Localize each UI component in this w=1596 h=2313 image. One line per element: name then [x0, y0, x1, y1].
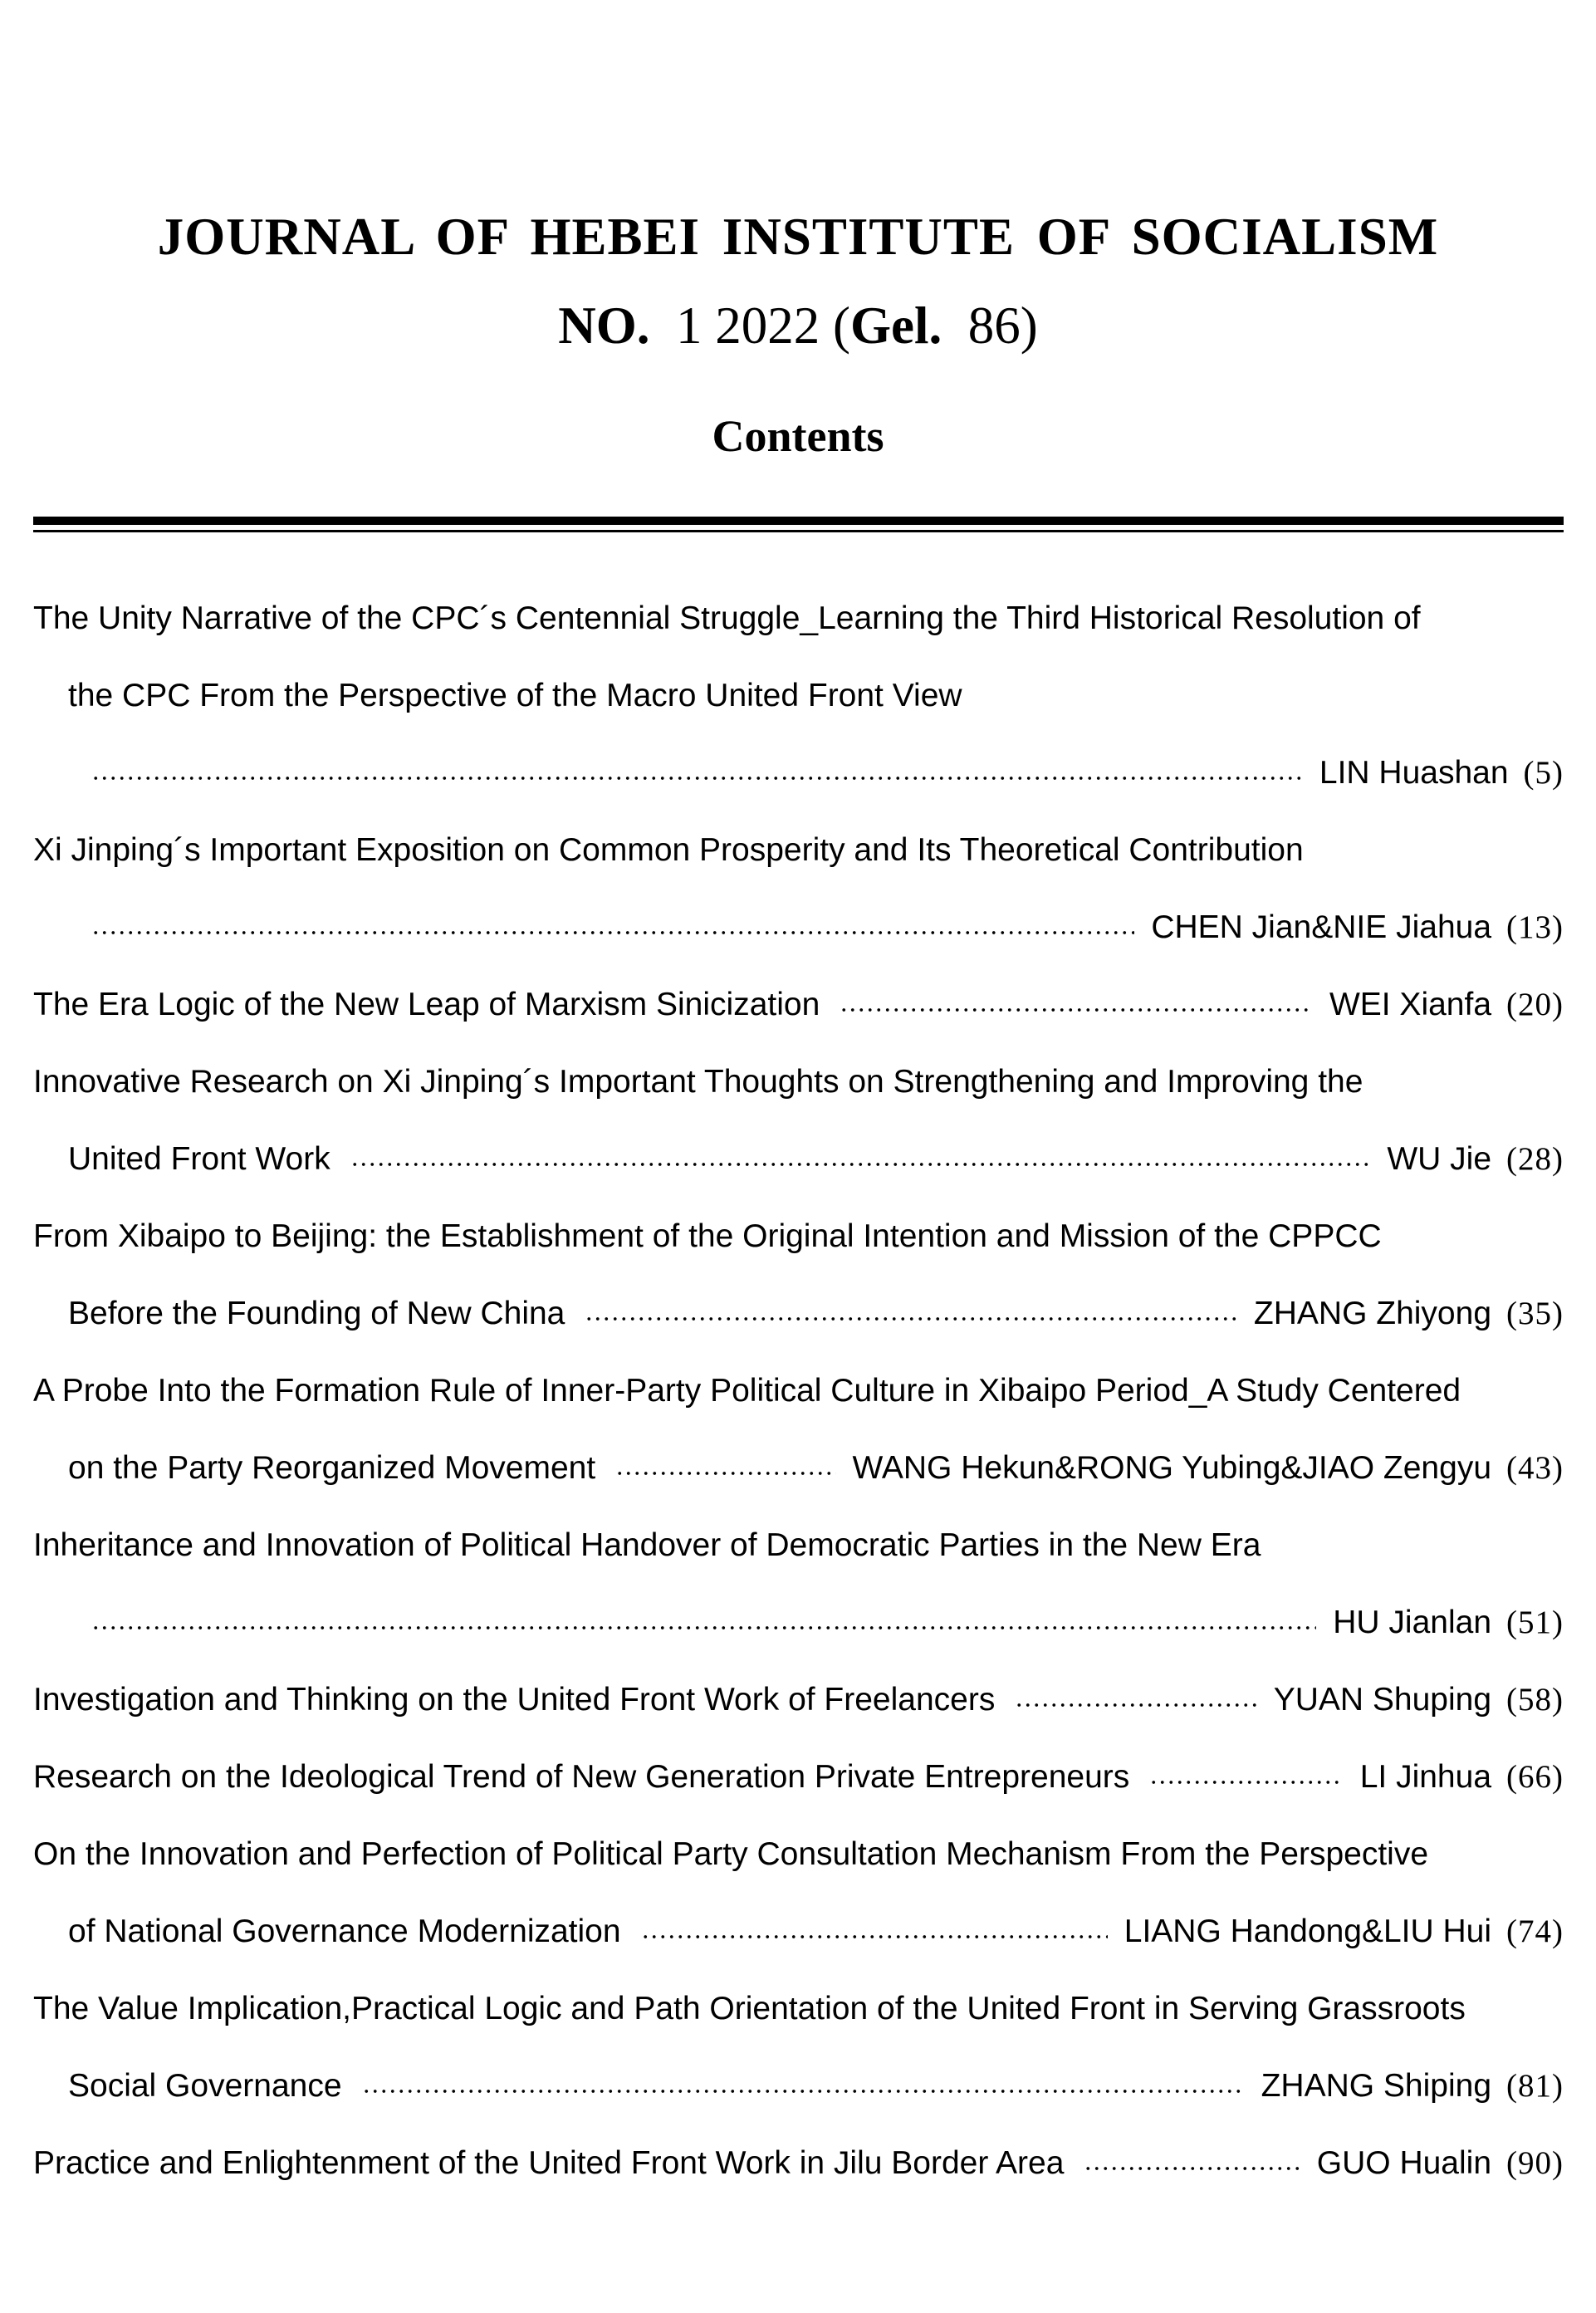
article-title-line: From Xibaipo to Beijing: the Establishment of the Original Intention and Mission of the CPPCC	[33, 1218, 1382, 1254]
dot-leader	[840, 1002, 1313, 1018]
toc-entry-line	[33, 1352, 1564, 1429]
issue-gel-number: 86	[967, 296, 1021, 355]
dot-leader	[1084, 2160, 1300, 2177]
article-author: GUO Hualin	[1316, 2144, 1492, 2181]
toc-entry	[33, 1043, 1564, 1198]
article-title-line: on the Party Reorganized Movement	[68, 1449, 596, 1486]
toc-leader-line	[33, 734, 1564, 811]
toc-entry	[33, 966, 1564, 1043]
toc-entry	[33, 1352, 1564, 1507]
toc-entry	[33, 580, 1564, 811]
article-title-line: The Unity Narrative of the CPC´s Centennial Struggle_Learning the Third Historical Resolution of	[33, 600, 1421, 636]
dot-leader	[91, 924, 1134, 941]
toc-entry	[33, 1661, 1564, 1738]
article-author: LIN Huashan	[1319, 754, 1509, 791]
dot-leader	[350, 1156, 1371, 1173]
toc-entry-line	[33, 1043, 1564, 1120]
article-title-line: Practice and Enlightenment of the United Front Work in Jilu Border Area	[33, 2144, 1065, 2181]
dot-leader	[615, 1465, 835, 1482]
article-title-line: United Front Work	[68, 1140, 330, 1177]
article-author: ZHANG Zhiyong	[1253, 1295, 1492, 1331]
toc-entry	[33, 811, 1564, 966]
article-page-number: (90)	[1506, 2145, 1564, 2181]
toc-entry-line	[33, 1661, 1564, 1738]
article-title-line: On the Innovation and Perfection of Political Party Consultation Mechanism From the Perspective	[33, 1835, 1429, 1872]
dot-leader	[1149, 1774, 1343, 1791]
toc-entry-line	[33, 1816, 1564, 1893]
header-rule-thick	[33, 517, 1564, 525]
toc-entry-line	[33, 1120, 1564, 1198]
dot-leader	[362, 2083, 1245, 2100]
journal-title: JOURNAL OF HEBEI INSTITUTE OF SOCIALISM	[157, 208, 1439, 266]
toc-entry-line	[33, 1275, 1564, 1352]
toc-entry-line	[33, 1893, 1564, 1970]
toc-entry	[33, 1738, 1564, 1816]
article-page-number: (20)	[1506, 987, 1564, 1022]
toc-entry-line	[33, 1738, 1564, 1816]
article-title-line: Before the Founding of New China	[68, 1295, 565, 1331]
article-title-line: The Value Implication,Practical Logic and Path Orientation of the United Front in Serving Grassroots	[33, 1990, 1466, 2026]
article-page-number: (35)	[1506, 1296, 1564, 1331]
article-author: HU Jianlan	[1333, 1604, 1492, 1640]
article-page-number: (81)	[1506, 2068, 1564, 2104]
toc-entry-line	[33, 580, 1564, 657]
article-author: LI Jinhua	[1359, 1758, 1492, 1795]
toc-entry-line	[33, 1507, 1564, 1584]
article-author: ZHANG Shiping	[1261, 2067, 1492, 2104]
article-page-number: (66)	[1506, 1759, 1564, 1795]
toc-entry	[33, 1507, 1564, 1661]
toc-entry-line	[33, 2047, 1564, 2124]
article-page-number: (28)	[1506, 1141, 1564, 1177]
issue-number: 1	[676, 296, 703, 355]
article-title-line: the CPC From the Perspective of the Macro United Front View	[68, 677, 962, 713]
toc-entry-line	[33, 966, 1564, 1043]
toc-entry	[33, 2124, 1564, 2202]
article-author: YUAN Shuping	[1273, 1681, 1492, 1718]
article-page-number: (13)	[1506, 909, 1564, 945]
article-title-line: The Era Logic of the New Leap of Marxism Sinicization	[33, 986, 820, 1022]
dot-leader	[91, 1620, 1316, 1636]
toc-leader-line	[33, 1584, 1564, 1661]
article-title-line: Innovative Research on Xi Jinping´s Important Thoughts on Strengthening and Improving the	[33, 1063, 1363, 1100]
article-title-line: of National Governance Modernization	[68, 1913, 621, 1949]
article-title-line: Social Governance	[68, 2067, 342, 2104]
issue-no-label: NO.	[558, 296, 650, 355]
dot-leader	[1015, 1697, 1256, 1713]
toc-entry-line	[33, 1198, 1564, 1275]
toc-entry-line	[33, 811, 1564, 889]
dot-leader	[641, 1928, 1108, 1945]
article-page-number: (74)	[1506, 1914, 1564, 1949]
article-author: WU Jie	[1387, 1140, 1492, 1177]
article-page-number: (43)	[1506, 1450, 1564, 1486]
article-title-line: Investigation and Thinking on the United Front Work of Freelancers	[33, 1681, 996, 1718]
dot-leader	[91, 770, 1303, 787]
toc-entry	[33, 1198, 1564, 1352]
article-author: WEI Xianfa	[1329, 986, 1492, 1022]
toc-entry	[33, 1970, 1564, 2124]
article-author: WANG Hekun&RONG Yubing&JIAO Zengyu	[852, 1449, 1492, 1486]
table-of-contents	[33, 580, 1564, 2202]
toc-entry	[33, 1816, 1564, 1970]
article-author: CHEN Jian&NIE Jiahua	[1151, 909, 1492, 945]
toc-entry-line	[33, 1429, 1564, 1507]
issue-gel-label: Gel.	[850, 296, 942, 355]
article-page-number: (51)	[1506, 1605, 1564, 1640]
article-title-line: Research on the Ideological Trend of New Generation Private Entrepreneurs	[33, 1758, 1130, 1795]
toc-entry-line	[33, 2124, 1564, 2202]
toc-entry-line	[33, 657, 1564, 734]
article-page-number: (58)	[1506, 1682, 1564, 1718]
contents-heading: Contents	[712, 411, 884, 461]
article-title-line: A Probe Into the Formation Rule of Inner-Party Political Culture in Xibaipo Period_A Study Centered	[33, 1372, 1461, 1409]
toc-entry-line	[33, 1970, 1564, 2047]
dot-leader	[585, 1311, 1237, 1327]
article-author: LIANG Handong&LIU Hui	[1124, 1913, 1492, 1949]
issue-year: 2022	[715, 296, 820, 355]
article-page-number: (5)	[1523, 755, 1564, 791]
toc-leader-line	[33, 889, 1564, 966]
issue-line: NO. 1 2022 (Gel. 86)	[558, 296, 1038, 355]
header-rule-thin	[33, 530, 1564, 532]
article-title-line: Inheritance and Innovation of Political Handover of Democratic Parties in the New Era	[33, 1526, 1261, 1563]
article-title-line: Xi Jinping´s Important Exposition on Common Prosperity and Its Theoretical Contribution	[33, 831, 1304, 868]
